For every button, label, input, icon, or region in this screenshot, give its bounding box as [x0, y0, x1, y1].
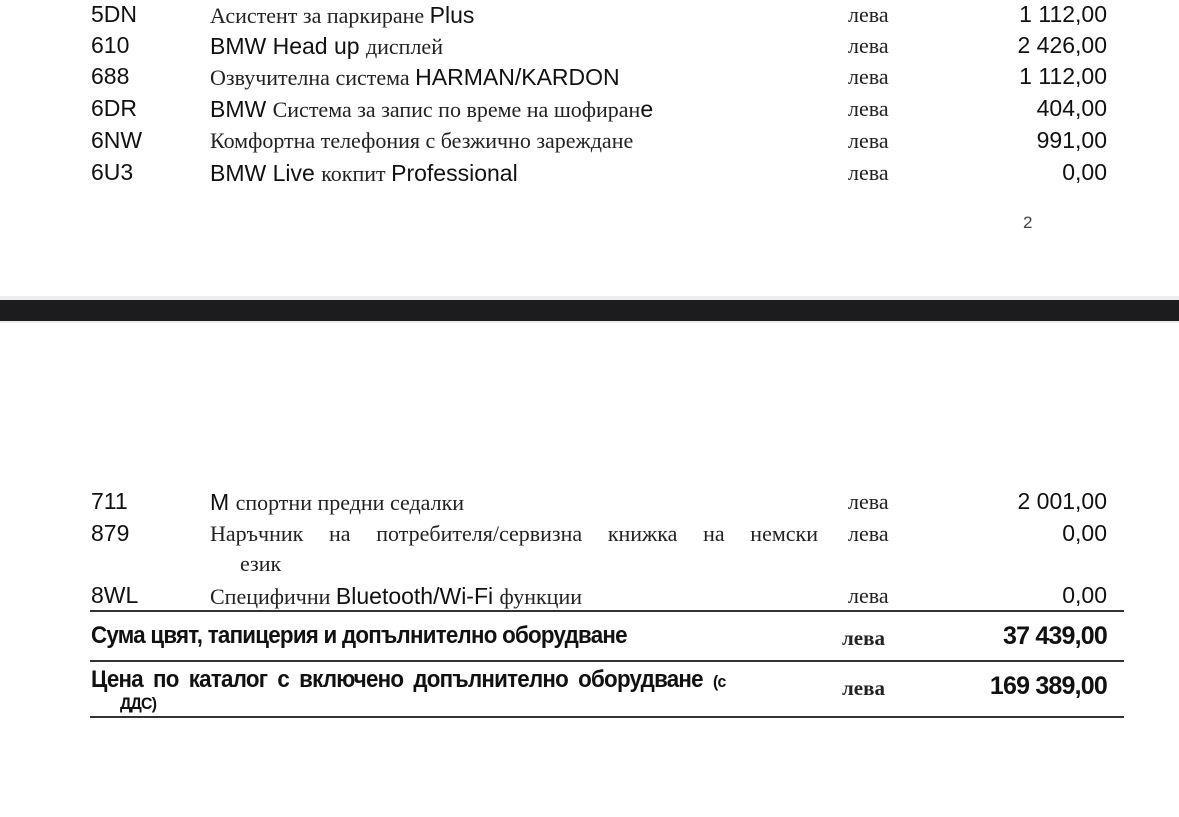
total-label-line2: ДДС) [120, 694, 157, 713]
currency-label: лева [848, 128, 889, 153]
currency-label: лева [848, 489, 889, 514]
equipment-row-6u3 [90, 158, 1124, 189]
option-code: 8WL [91, 582, 139, 608]
currency-label: лева [848, 2, 889, 27]
option-description [210, 487, 820, 518]
option-code: 5DN [91, 1, 138, 27]
currency-label: лева [842, 626, 885, 650]
option-price: 1 112,00 [1019, 63, 1107, 89]
document-page-top [0, 0, 1179, 298]
option-price: 404,00 [1036, 95, 1107, 121]
option-code: 610 [91, 32, 130, 58]
desc-part: кокпит [321, 161, 392, 186]
desc-part: е [640, 96, 654, 122]
option-description-continued: език [240, 551, 282, 576]
total-label-suffix: (с [712, 672, 726, 691]
subtotal-amount: 37 439,00 [1002, 622, 1107, 650]
total-amount: 169 389,00 [989, 672, 1107, 700]
currency-label: лева [848, 64, 889, 89]
option-description [210, 31, 820, 62]
divider-line [90, 660, 1124, 662]
equipment-row-688 [90, 62, 1124, 93]
option-price: 991,00 [1036, 127, 1107, 153]
desc-part: BMW Live [210, 160, 322, 186]
subtotal-label: Сума цвят, тапицерия и допълнително оборудване [91, 622, 627, 649]
option-price: 1 112,00 [1019, 1, 1107, 27]
option-code: 6DR [91, 95, 138, 121]
option-price: 0,00 [1062, 159, 1107, 185]
equipment-row-5dn [90, 0, 1124, 31]
total-label-text: Цена по каталог с включено допълнително оборудване [91, 666, 703, 693]
option-code: 711 [91, 488, 128, 514]
option-code: 6U3 [91, 159, 134, 185]
option-code: 879 [91, 520, 130, 546]
divider-line [90, 610, 1124, 612]
desc-part: M [210, 489, 236, 515]
desc-part: Система за запис по време на шофиран [272, 97, 641, 122]
currency-label: лева [848, 33, 889, 58]
option-price: 2 426,00 [1017, 32, 1107, 58]
equipment-row-610 [90, 31, 1124, 62]
desc-part: Специфични [210, 584, 336, 609]
currency-label: лева [848, 160, 889, 185]
equipment-row-711 [90, 487, 1124, 518]
desc-part: BMW [210, 96, 273, 122]
option-description [210, 62, 820, 93]
option-price: 0,00 [1062, 582, 1107, 608]
desc-part: Bluetooth/Wi-Fi [335, 583, 500, 609]
total-label [91, 665, 726, 697]
desc-part: функции [499, 584, 583, 609]
desc-part: Professional [391, 160, 518, 186]
desc-part: спортни предни седалки [235, 490, 465, 515]
desc-part: Озвучителна система [210, 65, 416, 90]
document-page-bottom [0, 323, 1179, 817]
currency-label: лева [848, 583, 889, 608]
option-code: 688 [91, 63, 130, 89]
divider-line [90, 716, 1124, 718]
option-description [210, 0, 820, 31]
currency-label: лева [848, 521, 889, 546]
equipment-row-6dr [90, 94, 1124, 125]
option-description [210, 126, 820, 156]
option-description [210, 158, 820, 189]
option-description: Наръчник на потребителя/сервизна книжка на немски [210, 521, 818, 546]
option-description [210, 581, 820, 612]
total-row [90, 665, 1124, 715]
option-price: 0,00 [1062, 520, 1107, 546]
subtotal-row [90, 621, 1124, 652]
equipment-row-8wl [90, 581, 1124, 612]
equipment-row-6nw [90, 126, 1124, 157]
option-price: 2 001,00 [1017, 488, 1107, 514]
currency-label: лева [842, 676, 885, 700]
option-description [210, 94, 850, 125]
page-separator-bar [0, 300, 1179, 321]
desc-part: дисплей [365, 34, 443, 59]
desc-part: HARMAN/KARDON [415, 64, 620, 90]
option-code: 6NW [91, 127, 143, 153]
page-number: 2 [1023, 213, 1033, 232]
desc-part: BMW Head up [210, 33, 366, 59]
currency-label: лева [848, 96, 889, 121]
desc-part: Асистент за паркиране [210, 3, 430, 28]
desc-part: Комфортна телефония с безжично зареждане [210, 128, 634, 153]
equipment-row-879 [90, 519, 1124, 581]
desc-part: Plus [429, 2, 475, 28]
